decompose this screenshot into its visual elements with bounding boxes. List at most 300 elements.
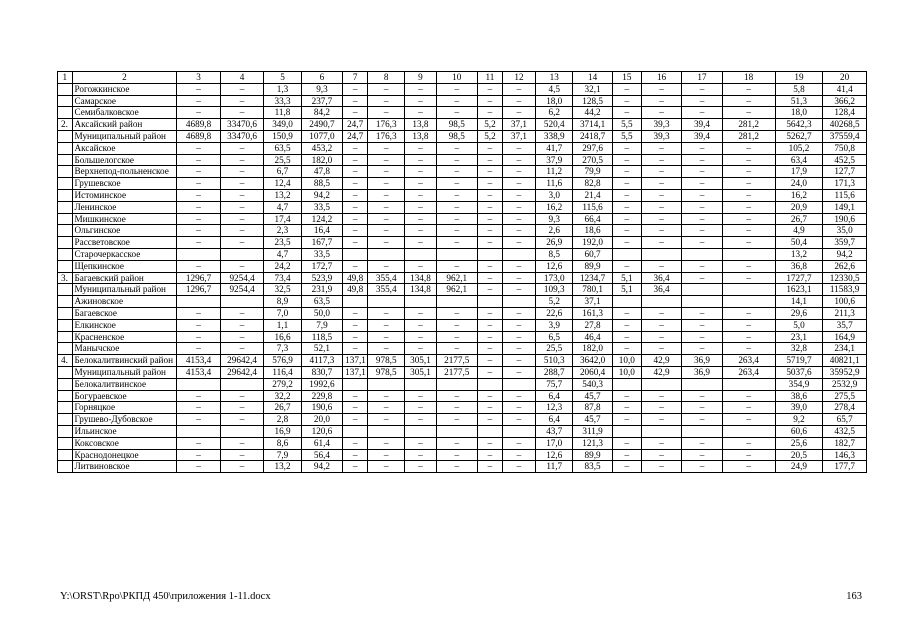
value-cell: – xyxy=(405,107,436,119)
value-cell: – xyxy=(177,402,221,414)
value-cell: 18,0 xyxy=(536,95,573,107)
value-cell: – xyxy=(405,178,436,190)
value-cell: 18,6 xyxy=(573,225,612,237)
value-cell: – xyxy=(436,142,477,154)
value-cell: 262,6 xyxy=(823,260,867,272)
value-cell xyxy=(436,378,477,390)
table-row xyxy=(58,154,867,166)
value-cell xyxy=(722,296,775,308)
name-cell: Грушевское xyxy=(72,178,177,190)
value-cell: 750,8 xyxy=(823,142,867,154)
value-cell: – xyxy=(220,83,264,95)
value-cell: 366,2 xyxy=(823,95,867,107)
row-number-cell xyxy=(58,154,73,166)
value-cell: – xyxy=(405,201,436,213)
value-cell: – xyxy=(502,166,535,178)
value-cell: – xyxy=(502,142,535,154)
value-cell: – xyxy=(177,437,221,449)
name-cell: Краснодонецкое xyxy=(72,449,177,461)
value-cell: – xyxy=(436,83,477,95)
value-cell: 305,1 xyxy=(405,366,436,378)
value-cell: – xyxy=(502,437,535,449)
name-cell: Рогожкинское xyxy=(72,83,177,95)
value-cell: – xyxy=(405,437,436,449)
value-cell xyxy=(343,248,368,260)
value-cell: – xyxy=(405,95,436,107)
value-cell: – xyxy=(477,166,502,178)
value-cell: – xyxy=(477,319,502,331)
value-cell: 84,2 xyxy=(301,107,342,119)
value-cell: 5,1 xyxy=(612,284,641,296)
value-cell: – xyxy=(368,237,405,249)
value-cell: – xyxy=(722,154,775,166)
value-cell: – xyxy=(612,142,641,154)
value-cell: – xyxy=(682,237,722,249)
value-cell: 22,6 xyxy=(536,307,573,319)
column-number-cell: 12 xyxy=(502,72,535,84)
value-cell: 94,2 xyxy=(301,461,342,473)
value-cell: 780,1 xyxy=(573,284,612,296)
value-cell xyxy=(722,284,775,296)
value-cell: 50,0 xyxy=(301,307,342,319)
name-cell: Муниципальный район xyxy=(72,284,177,296)
value-cell: 2532,9 xyxy=(823,378,867,390)
value-cell: 4117,3 xyxy=(301,355,342,367)
value-cell: – xyxy=(368,402,405,414)
value-cell: – xyxy=(641,166,681,178)
value-cell: 9254,4 xyxy=(220,284,264,296)
value-cell: 66,4 xyxy=(573,213,612,225)
value-cell: – xyxy=(405,331,436,343)
value-cell: – xyxy=(612,307,641,319)
value-cell: – xyxy=(722,272,775,284)
value-cell: 33470,6 xyxy=(220,130,264,142)
value-cell: – xyxy=(220,414,264,426)
value-cell: 311,9 xyxy=(573,425,612,437)
value-cell: 1,3 xyxy=(264,83,301,95)
value-cell xyxy=(368,378,405,390)
value-cell xyxy=(722,378,775,390)
value-cell: 1727,7 xyxy=(775,272,823,284)
value-cell: – xyxy=(612,437,641,449)
value-cell: – xyxy=(436,449,477,461)
table-row xyxy=(58,461,867,473)
value-cell: – xyxy=(682,319,722,331)
value-cell: 237,7 xyxy=(301,95,342,107)
value-cell: 6,4 xyxy=(536,414,573,426)
value-cell: 116,4 xyxy=(264,366,301,378)
name-cell: Коксовское xyxy=(72,437,177,449)
table-row xyxy=(58,272,867,284)
row-number-cell xyxy=(58,378,73,390)
value-cell: 5,2 xyxy=(477,119,502,131)
value-cell: – xyxy=(436,319,477,331)
row-number-cell xyxy=(58,213,73,225)
column-number-cell: 14 xyxy=(573,72,612,84)
value-cell: – xyxy=(641,178,681,190)
value-cell: 35,7 xyxy=(823,319,867,331)
value-cell: – xyxy=(682,331,722,343)
value-cell xyxy=(722,248,775,260)
value-cell: 83,5 xyxy=(573,461,612,473)
name-cell: Муниципальный район xyxy=(72,366,177,378)
name-cell: Горняцкое xyxy=(72,402,177,414)
value-cell: – xyxy=(477,95,502,107)
value-cell xyxy=(477,425,502,437)
value-cell: 962,1 xyxy=(436,284,477,296)
row-number-cell xyxy=(58,107,73,119)
value-cell xyxy=(612,378,641,390)
value-cell: – xyxy=(220,390,264,402)
value-cell xyxy=(220,296,264,308)
value-cell: 12,4 xyxy=(264,178,301,190)
value-cell: – xyxy=(177,307,221,319)
value-cell: – xyxy=(477,437,502,449)
value-cell: – xyxy=(405,83,436,95)
value-cell: 39,3 xyxy=(641,119,681,131)
value-cell: 82,8 xyxy=(573,178,612,190)
row-number-cell xyxy=(58,437,73,449)
value-cell: 26,7 xyxy=(775,213,823,225)
table-header-row xyxy=(58,72,867,84)
table-row xyxy=(58,449,867,461)
value-cell: 182,0 xyxy=(573,343,612,355)
value-cell: 176,3 xyxy=(368,119,405,131)
value-cell: 12,3 xyxy=(536,402,573,414)
value-cell: 11,8 xyxy=(264,107,301,119)
value-cell: 4689,8 xyxy=(177,119,221,131)
value-cell: – xyxy=(177,107,221,119)
value-cell: – xyxy=(641,260,681,272)
value-cell: 150,9 xyxy=(264,130,301,142)
value-cell: – xyxy=(722,213,775,225)
value-cell: – xyxy=(436,260,477,272)
name-cell: Аксайское xyxy=(72,142,177,154)
value-cell: 1,1 xyxy=(264,319,301,331)
value-cell: – xyxy=(477,331,502,343)
value-cell xyxy=(477,296,502,308)
value-cell: 182,7 xyxy=(823,437,867,449)
value-cell: – xyxy=(502,225,535,237)
value-cell: 279,2 xyxy=(264,378,301,390)
value-cell: – xyxy=(368,461,405,473)
value-cell xyxy=(368,296,405,308)
value-cell: – xyxy=(682,225,722,237)
value-cell: – xyxy=(220,189,264,201)
value-cell: 24,9 xyxy=(775,461,823,473)
value-cell: – xyxy=(477,189,502,201)
value-cell: – xyxy=(641,449,681,461)
value-cell: 13,8 xyxy=(405,119,436,131)
value-cell: 100,6 xyxy=(823,296,867,308)
value-cell: 41,4 xyxy=(823,83,867,95)
value-cell: 13,2 xyxy=(775,248,823,260)
value-cell: 4,7 xyxy=(264,201,301,213)
value-cell: – xyxy=(368,437,405,449)
value-cell: – xyxy=(368,331,405,343)
value-cell: – xyxy=(477,272,502,284)
value-cell: – xyxy=(641,414,681,426)
value-cell: – xyxy=(612,237,641,249)
value-cell: 63,5 xyxy=(301,296,342,308)
value-cell: – xyxy=(477,154,502,166)
row-number-cell xyxy=(58,307,73,319)
value-cell: 234,1 xyxy=(823,343,867,355)
value-cell xyxy=(612,425,641,437)
table-row xyxy=(58,189,867,201)
name-cell: Ажиновское xyxy=(72,296,177,308)
table-row xyxy=(58,366,867,378)
value-cell: 35,0 xyxy=(823,225,867,237)
value-cell: 5,5 xyxy=(612,130,641,142)
value-cell: – xyxy=(477,237,502,249)
value-cell: – xyxy=(220,260,264,272)
value-cell xyxy=(405,296,436,308)
table-body xyxy=(58,83,867,472)
row-number-cell xyxy=(58,260,73,272)
value-cell: – xyxy=(220,225,264,237)
value-cell: 452,5 xyxy=(823,154,867,166)
value-cell: 8,6 xyxy=(264,437,301,449)
value-cell: – xyxy=(436,331,477,343)
value-cell: 14,1 xyxy=(775,296,823,308)
value-cell: – xyxy=(405,343,436,355)
value-cell: – xyxy=(502,201,535,213)
value-cell: – xyxy=(641,343,681,355)
value-cell: 20,0 xyxy=(301,414,342,426)
value-cell xyxy=(436,248,477,260)
value-cell: – xyxy=(641,390,681,402)
value-cell: 1296,7 xyxy=(177,284,221,296)
column-number-cell: 5 xyxy=(264,72,301,84)
value-cell: – xyxy=(722,437,775,449)
value-cell: – xyxy=(477,402,502,414)
value-cell: – xyxy=(477,225,502,237)
column-number-cell: 20 xyxy=(823,72,867,84)
value-cell: – xyxy=(177,343,221,355)
value-cell: 32,1 xyxy=(573,83,612,95)
value-cell: – xyxy=(502,154,535,166)
value-cell: – xyxy=(405,461,436,473)
value-cell: – xyxy=(477,343,502,355)
value-cell: 229,8 xyxy=(301,390,342,402)
value-cell: – xyxy=(368,307,405,319)
value-cell: – xyxy=(477,461,502,473)
value-cell: 13,2 xyxy=(264,461,301,473)
value-cell: – xyxy=(436,307,477,319)
value-cell: – xyxy=(343,189,368,201)
value-cell: – xyxy=(368,154,405,166)
column-number-cell: 4 xyxy=(220,72,264,84)
value-cell: 36,9 xyxy=(682,355,722,367)
value-cell: 115,6 xyxy=(823,189,867,201)
table-row xyxy=(58,284,867,296)
value-cell: 540,3 xyxy=(573,378,612,390)
value-cell: 26,7 xyxy=(264,402,301,414)
value-cell: 12,6 xyxy=(536,260,573,272)
value-cell: – xyxy=(220,449,264,461)
value-cell: 87,8 xyxy=(573,402,612,414)
value-cell: – xyxy=(722,201,775,213)
value-cell: 7,3 xyxy=(264,343,301,355)
value-cell: – xyxy=(343,307,368,319)
value-cell: 63,5 xyxy=(264,142,301,154)
value-cell: 11,6 xyxy=(536,178,573,190)
name-cell: Муниципальный район xyxy=(72,130,177,142)
value-cell: 2060,4 xyxy=(573,366,612,378)
value-cell: 5719,7 xyxy=(775,355,823,367)
value-cell: 29,6 xyxy=(775,307,823,319)
value-cell: 33470,6 xyxy=(220,119,264,131)
value-cell: – xyxy=(682,343,722,355)
value-cell: 4,7 xyxy=(264,248,301,260)
value-cell: – xyxy=(641,307,681,319)
value-cell: – xyxy=(502,402,535,414)
value-cell: – xyxy=(343,95,368,107)
value-cell: 37,1 xyxy=(573,296,612,308)
value-cell: – xyxy=(502,414,535,426)
value-cell: – xyxy=(612,107,641,119)
value-cell: 263,4 xyxy=(722,366,775,378)
value-cell: – xyxy=(682,414,722,426)
value-cell: 35952,9 xyxy=(823,366,867,378)
value-cell: – xyxy=(502,319,535,331)
value-cell: 16,6 xyxy=(264,331,301,343)
table-row xyxy=(58,378,867,390)
value-cell xyxy=(641,378,681,390)
name-cell: Богураевское xyxy=(72,390,177,402)
value-cell: – xyxy=(220,437,264,449)
value-cell: 5,2 xyxy=(536,296,573,308)
table-row xyxy=(58,390,867,402)
value-cell: 2,8 xyxy=(264,414,301,426)
table-row xyxy=(58,95,867,107)
value-cell: – xyxy=(177,390,221,402)
value-cell: 211,3 xyxy=(823,307,867,319)
value-cell: 137,1 xyxy=(343,366,368,378)
value-cell: – xyxy=(220,213,264,225)
value-cell: 297,6 xyxy=(573,142,612,154)
table-row xyxy=(58,119,867,131)
value-cell: – xyxy=(722,83,775,95)
value-cell xyxy=(405,248,436,260)
value-cell: – xyxy=(343,414,368,426)
row-number-cell xyxy=(58,343,73,355)
value-cell: – xyxy=(368,343,405,355)
row-number-cell xyxy=(58,390,73,402)
value-cell: – xyxy=(612,83,641,95)
value-cell: – xyxy=(220,331,264,343)
value-cell: – xyxy=(682,154,722,166)
value-cell: 134,8 xyxy=(405,284,436,296)
value-cell xyxy=(682,284,722,296)
value-cell: 16,4 xyxy=(301,225,342,237)
value-cell: – xyxy=(220,402,264,414)
row-number-cell xyxy=(58,425,73,437)
value-cell: – xyxy=(405,414,436,426)
value-cell: 27,8 xyxy=(573,319,612,331)
table-row xyxy=(58,414,867,426)
table-row xyxy=(58,166,867,178)
value-cell: 46,4 xyxy=(573,331,612,343)
value-cell: – xyxy=(405,390,436,402)
value-cell: 89,9 xyxy=(573,260,612,272)
name-cell: Истоминское xyxy=(72,189,177,201)
value-cell: – xyxy=(177,142,221,154)
value-cell: – xyxy=(612,225,641,237)
value-cell: 2177,5 xyxy=(436,366,477,378)
value-cell: – xyxy=(477,284,502,296)
value-cell: – xyxy=(477,449,502,461)
value-cell: – xyxy=(220,237,264,249)
value-cell: – xyxy=(641,437,681,449)
value-cell: – xyxy=(220,201,264,213)
value-cell: 24,7 xyxy=(343,130,368,142)
value-cell: 177,7 xyxy=(823,461,867,473)
value-cell: – xyxy=(682,272,722,284)
table-row xyxy=(58,178,867,190)
value-cell: – xyxy=(177,331,221,343)
row-number-cell xyxy=(58,366,73,378)
value-cell: 115,6 xyxy=(573,201,612,213)
column-number-cell: 2 xyxy=(72,72,177,84)
row-number-cell xyxy=(58,402,73,414)
value-cell: 38,6 xyxy=(775,390,823,402)
value-cell: 1077,0 xyxy=(301,130,342,142)
value-cell xyxy=(641,248,681,260)
value-cell: 962,1 xyxy=(436,272,477,284)
value-cell: – xyxy=(177,319,221,331)
value-cell: 121,3 xyxy=(573,437,612,449)
row-number-cell xyxy=(58,201,73,213)
value-cell: 65,7 xyxy=(823,414,867,426)
value-cell: 109,3 xyxy=(536,284,573,296)
value-cell: – xyxy=(612,178,641,190)
value-cell: – xyxy=(722,461,775,473)
value-cell: – xyxy=(612,390,641,402)
value-cell: 36,4 xyxy=(641,284,681,296)
value-cell: 5642,3 xyxy=(775,119,823,131)
value-cell xyxy=(612,296,641,308)
value-cell: – xyxy=(343,83,368,95)
value-cell: – xyxy=(436,95,477,107)
value-cell: – xyxy=(368,142,405,154)
row-number-cell xyxy=(58,178,73,190)
value-cell: – xyxy=(368,213,405,225)
value-cell: 49,8 xyxy=(343,284,368,296)
value-cell xyxy=(502,425,535,437)
row-number-cell xyxy=(58,414,73,426)
value-cell: – xyxy=(368,178,405,190)
value-cell: – xyxy=(405,189,436,201)
value-cell: 1234,7 xyxy=(573,272,612,284)
value-cell: 33,5 xyxy=(301,248,342,260)
value-cell: – xyxy=(368,225,405,237)
value-cell: – xyxy=(722,107,775,119)
value-cell: – xyxy=(177,154,221,166)
column-number-cell: 17 xyxy=(682,72,722,84)
value-cell: – xyxy=(612,189,641,201)
column-number-cell: 10 xyxy=(436,72,477,84)
value-cell: – xyxy=(220,142,264,154)
value-cell: 88,5 xyxy=(301,178,342,190)
value-cell: 42,9 xyxy=(641,366,681,378)
row-number-cell xyxy=(58,142,73,154)
value-cell: – xyxy=(477,307,502,319)
value-cell: – xyxy=(343,260,368,272)
value-cell: 3714,1 xyxy=(573,119,612,131)
value-cell: 98,5 xyxy=(436,119,477,131)
